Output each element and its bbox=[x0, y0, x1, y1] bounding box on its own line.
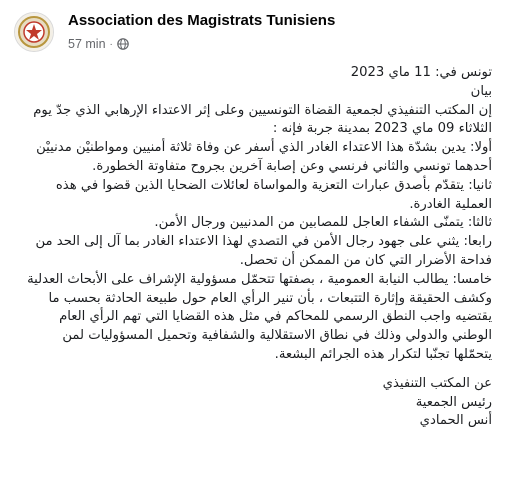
post-header bbox=[0, 0, 508, 60]
post-date-line: تونس في: 11 ماي 2023 bbox=[350, 65, 492, 80]
page-name-link[interactable]: Association des Magistrats Tunisiens bbox=[68, 12, 336, 29]
association-logo-icon bbox=[15, 13, 53, 51]
page-avatar[interactable] bbox=[14, 12, 54, 52]
post-meta bbox=[68, 37, 129, 51]
signature-name: أنس الحمادي bbox=[419, 413, 492, 429]
meta-separator: · bbox=[109, 38, 113, 50]
post-point-4: رابعا: يثني على جهود رجال الأمن في التصدي لهذا الاعتداء الغادر بما آل إلى الحد من فداحة الأضرار التي كان من الممكن أن تحصل. bbox=[35, 234, 492, 268]
post-point-2: ثانيا: يتقدّم بأصدق عبارات التعزية والمواساة لعائلات الضحايا الذين قضوا في هذه العملية الغادرة. bbox=[55, 177, 492, 212]
post-heading: بيان bbox=[470, 83, 492, 99]
post-spacer bbox=[20, 365, 492, 375]
globe-icon[interactable] bbox=[117, 38, 129, 50]
post-point-3: ثالثا: يتمنّى الشفاء العاجل للمصابين من المدنيين ورجال الأمن. bbox=[154, 215, 492, 231]
signature-role: رئيس الجمعية bbox=[415, 394, 492, 410]
post-intro: إن المكتب التنفيذي لجمعية القضاة التونسيين وعلى إثر الاعتداء الإرهابي الذي جدّ يوم الثلاثاء 09 ماي 2023 بمدينة جربة فإنه : bbox=[33, 102, 492, 137]
signature-from: عن المكتب التنفيذي bbox=[382, 375, 492, 391]
post-point-5: خامسا: يطالب النيابة العمومية ، بصفتها تتحمّل مسؤولية الإشراف على الأبحاث العدلية وكشف الحقيقة وإثارة التتبعات ، بأن تنير الرأي العام حول طبيعة الحادثة بحسب ما يقتضيه واجب النطق الرسمي للمحاكم في مثل هذه القضايا التي تهم الرأي العام الوطني والدولي وذلك في نطاق الاستقلالية والشفافية وتحميل المسؤوليات لمن يتحمّلها تجنّبا لتكرار هذه الجرائم البشعة. bbox=[27, 271, 492, 362]
post-point-1: أولا: يدين بشدّة هذا الاعتداء الغادر الذي أسفر عن وفاة ثلاثة أمنيين ومواطنيْن مدنييْن أحدهما تونسي والثاني فرنسي وعن إصابة آخرين بجروح متفاوتة الخطورة. bbox=[36, 140, 492, 174]
post-timestamp[interactable]: 57 min bbox=[68, 37, 106, 51]
post-message bbox=[20, 64, 492, 431]
